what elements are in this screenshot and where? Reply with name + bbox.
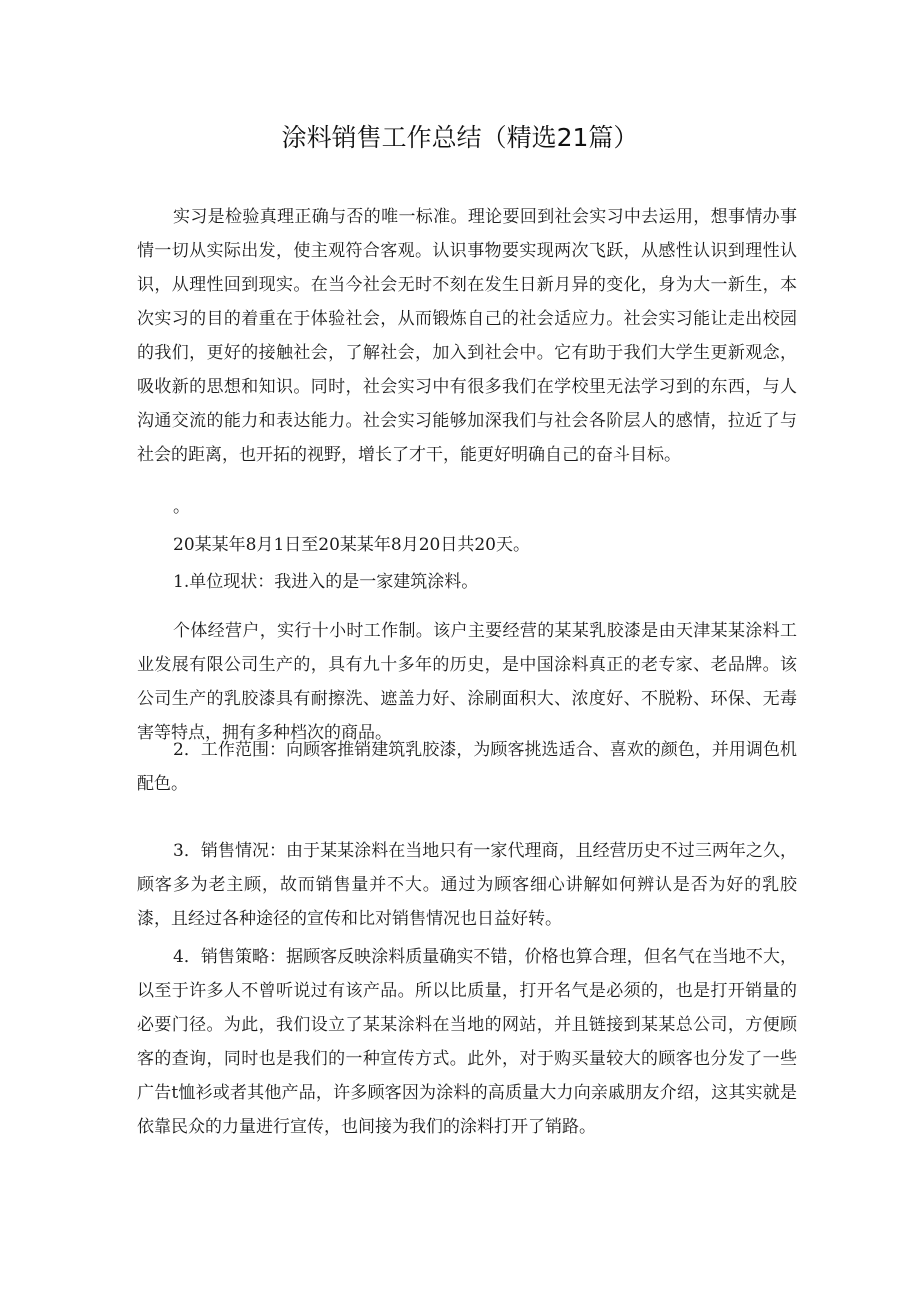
paragraph-company-description: 个体经营户，实行十小时工作制。该户主要经营的某某乳胶漆是由天津某某涂料工业发展有限公司生产的，具有九十多年的历史，是中国涂料真正的老专家、老品牌。该公司生产的乳胶漆具有耐擦洗、遮盖力好、涂刷面积大、浓度好、不脱粉、环保、无毒害等特点，拥有多种档次的商品。 xyxy=(137,621,797,743)
paragraph-intro: 实习是检验真理正确与否的唯一标准。理论要回到社会实习中去运用，想事情办事情一切从实际出发，使主观符合客观。认识事物要实现两次飞跃，从感性认识到理性认识，从理性回到现实。在当今社会无时不刻在发生日新月异的变化，身为大一新生，本次实习的目的着重在于体验社会，从而锻炼自己的社会适应力。社会实习能让走出校园的我们，更好的接触社会，了解社会，加入到社会中。它有助于我们大学生更新观念，吸收新的思想和知识。同时，社会实习中有很多我们在学校里无法学习到的东西，与人沟通交流的能力和表达能力。社会实习能够加深我们与社会各阶层人的感情，拉近了与社会的距离，也开拓的视野，增长了才干，能更好明确自己的奋斗目标。 xyxy=(137,207,797,465)
paragraph-item-2-work-scope: 2．工作范围：向顾客推销建筑乳胶漆，为顾客挑选适合、喜欢的颜色，并用调色机配色。 xyxy=(137,740,797,794)
paragraph-dot: 。 xyxy=(173,497,190,517)
paragraph-item-4-sales-strategy: 4．销售策略：据顾客反映涂料质量确实不错，价格也算合理，但名气在当地不大，以至于许多人不曾听说过有该产品。所以比质量，打开名气是必须的，也是打开销量的必要门径。为此，我们设立了某某涂料在当地的网站，并且链接到某某总公司，方便顾客的查询，同时也是我们的一种宣传方式。此外，对于购买量较大的顾客也分发了一些广告t恤衫或者其他产品，许多顾客因为涂料的高质量大力向亲戚朋友介绍，这其实就是依靠民众的力量进行宣传，也间接为我们的涂料打开了销路。 xyxy=(137,947,797,1137)
paragraph-item-3-sales-situation: 3．销售情况：由于某某涂料在当地只有一家代理商，且经营历史不过三两年之久，顾客多为老主顾，故而销售量并不大。通过为顾客细心讲解如何辨认是否为好的乳胶漆，且经过各种途径的宣传和比对销售情况也日益好转。 xyxy=(137,841,797,929)
page-title: 涂料销售工作总结（精选21篇） xyxy=(281,123,639,152)
paragraph-item-1-unit-status: 1.单位现状：我进入的是一家建筑涂料。 xyxy=(173,572,479,592)
paragraph-date-range: 20某某年8月1日至20某某年8月20日共20天。 xyxy=(173,535,530,555)
